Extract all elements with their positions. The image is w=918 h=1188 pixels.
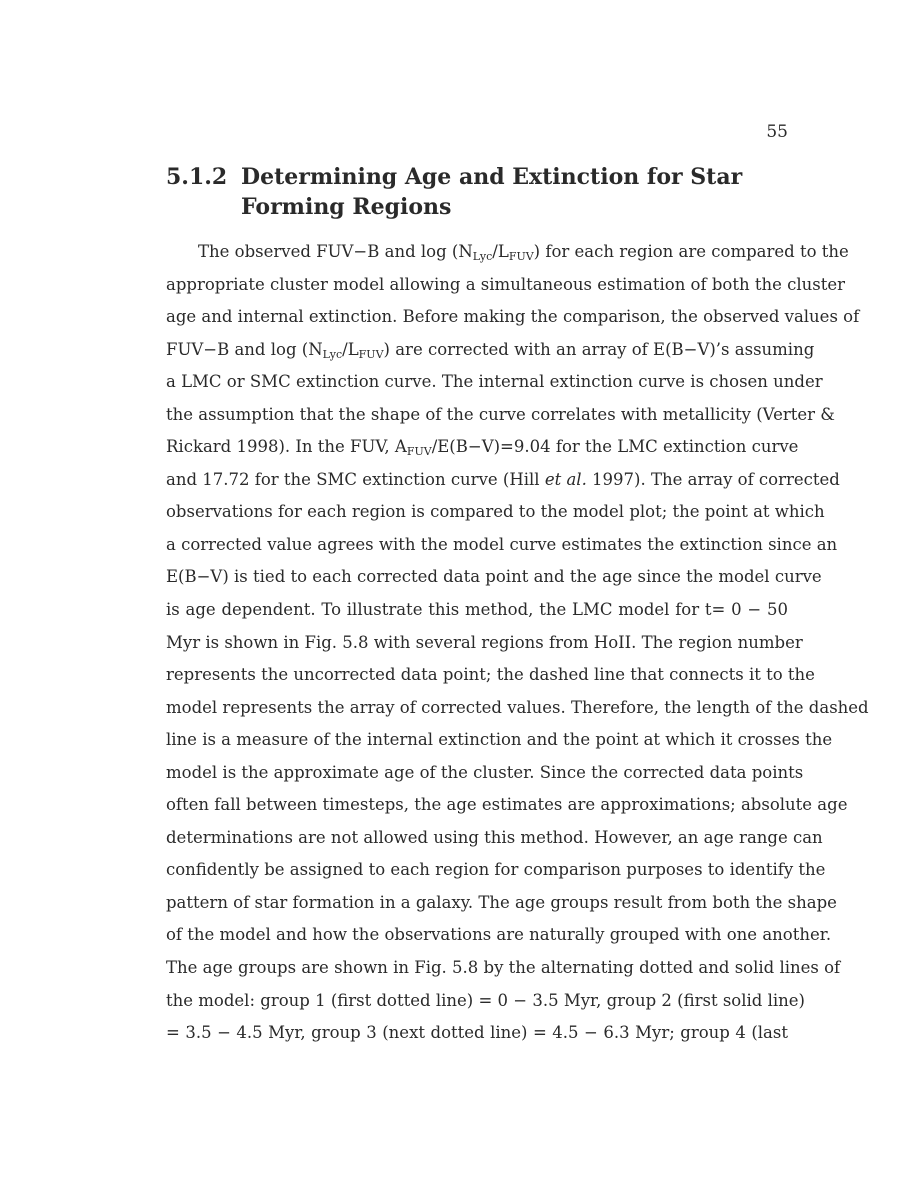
- text-line: a corrected value agrees with the model curve estimates the extinction since an: [166, 534, 838, 554]
- text-line: of the model and how the observations are naturally grouped with one another.: [166, 925, 832, 945]
- text-line: represents the uncorrected data point; the dashed line that connects it to the: [166, 665, 815, 685]
- section-title: Determining Age and Extinction for Star Forming Regions: [241, 164, 743, 220]
- text-line: a LMC or SMC extinction curve. The internal extinction curve is chosen under: [166, 372, 823, 392]
- section-number: 5.1.2: [166, 164, 228, 190]
- text-line: appropriate cluster model allowing a simultaneous estimation of both the cluster: [166, 274, 846, 294]
- text-line: The observed FUV−B and $\log (N_{Lyc}/L_{FUV})$ for each region are compared to the: [198, 242, 849, 263]
- text-line: Rickard 1998). In the FUV, $A_{FUV}/E(B-V)=9.04$ for the LMC extinction curve: [166, 437, 799, 459]
- text-line: line is a measure of the internal extinction and the point at which it crosses the: [166, 730, 833, 750]
- body-text: [166, 236, 869, 1050]
- text-line: the assumption that the shape of the curve correlates with metallicity (Verter &: [166, 404, 835, 424]
- text-line: determinations are not allowed using this method. However, an age range can: [166, 827, 823, 847]
- text-line: often fall between timesteps, the age estimates are approximations; absolute age: [166, 795, 848, 815]
- text-line: age and internal extinction. Before making the comparison, the observed values of: [166, 307, 860, 327]
- text-line: E(B−V) is tied to each corrected data point and the age since the model curve: [166, 567, 822, 587]
- text-line: = 3.5 − 4.5 Myr, group 3 (next dotted line) = 4.5 − 6.3 Myr; group 4 (last: [166, 1023, 788, 1043]
- text-line: and 17.72 for the SMC extinction curve (Hill et al. 1997). The array of corrected: [166, 469, 840, 489]
- text-line: confidently be assigned to each region for comparison purposes to identify the: [166, 860, 826, 880]
- page-number: 55: [766, 122, 788, 142]
- text-line: is age dependent. To illustrate this method, the LMC model for t= 0 − 50: [166, 600, 788, 620]
- text-line: model is the approximate age of the cluster. Since the corrected data points: [166, 762, 804, 782]
- text-line: pattern of star formation in a galaxy. The age groups result from both the shape: [166, 892, 837, 912]
- text-line: the model: group 1 (first dotted line) = 0 − 3.5 Myr, group 2 (first solid line): [166, 990, 805, 1010]
- text-line: model represents the array of corrected values. Therefore, the length of the dashed: [166, 697, 869, 717]
- text-line: The age groups are shown in Fig. 5.8 by the alternating dotted and solid lines of: [166, 958, 841, 978]
- text-line: FUV−B and $\log (N_{Lyc}/L_{FUV})$ are corrected with an array of E(B−V)’s assuming: [166, 339, 815, 361]
- text-line: observations for each region is compared to the model plot; the point at which: [166, 502, 825, 522]
- text-line: Myr is shown in Fig. 5.8 with several regions from HoII. The region number: [166, 632, 803, 652]
